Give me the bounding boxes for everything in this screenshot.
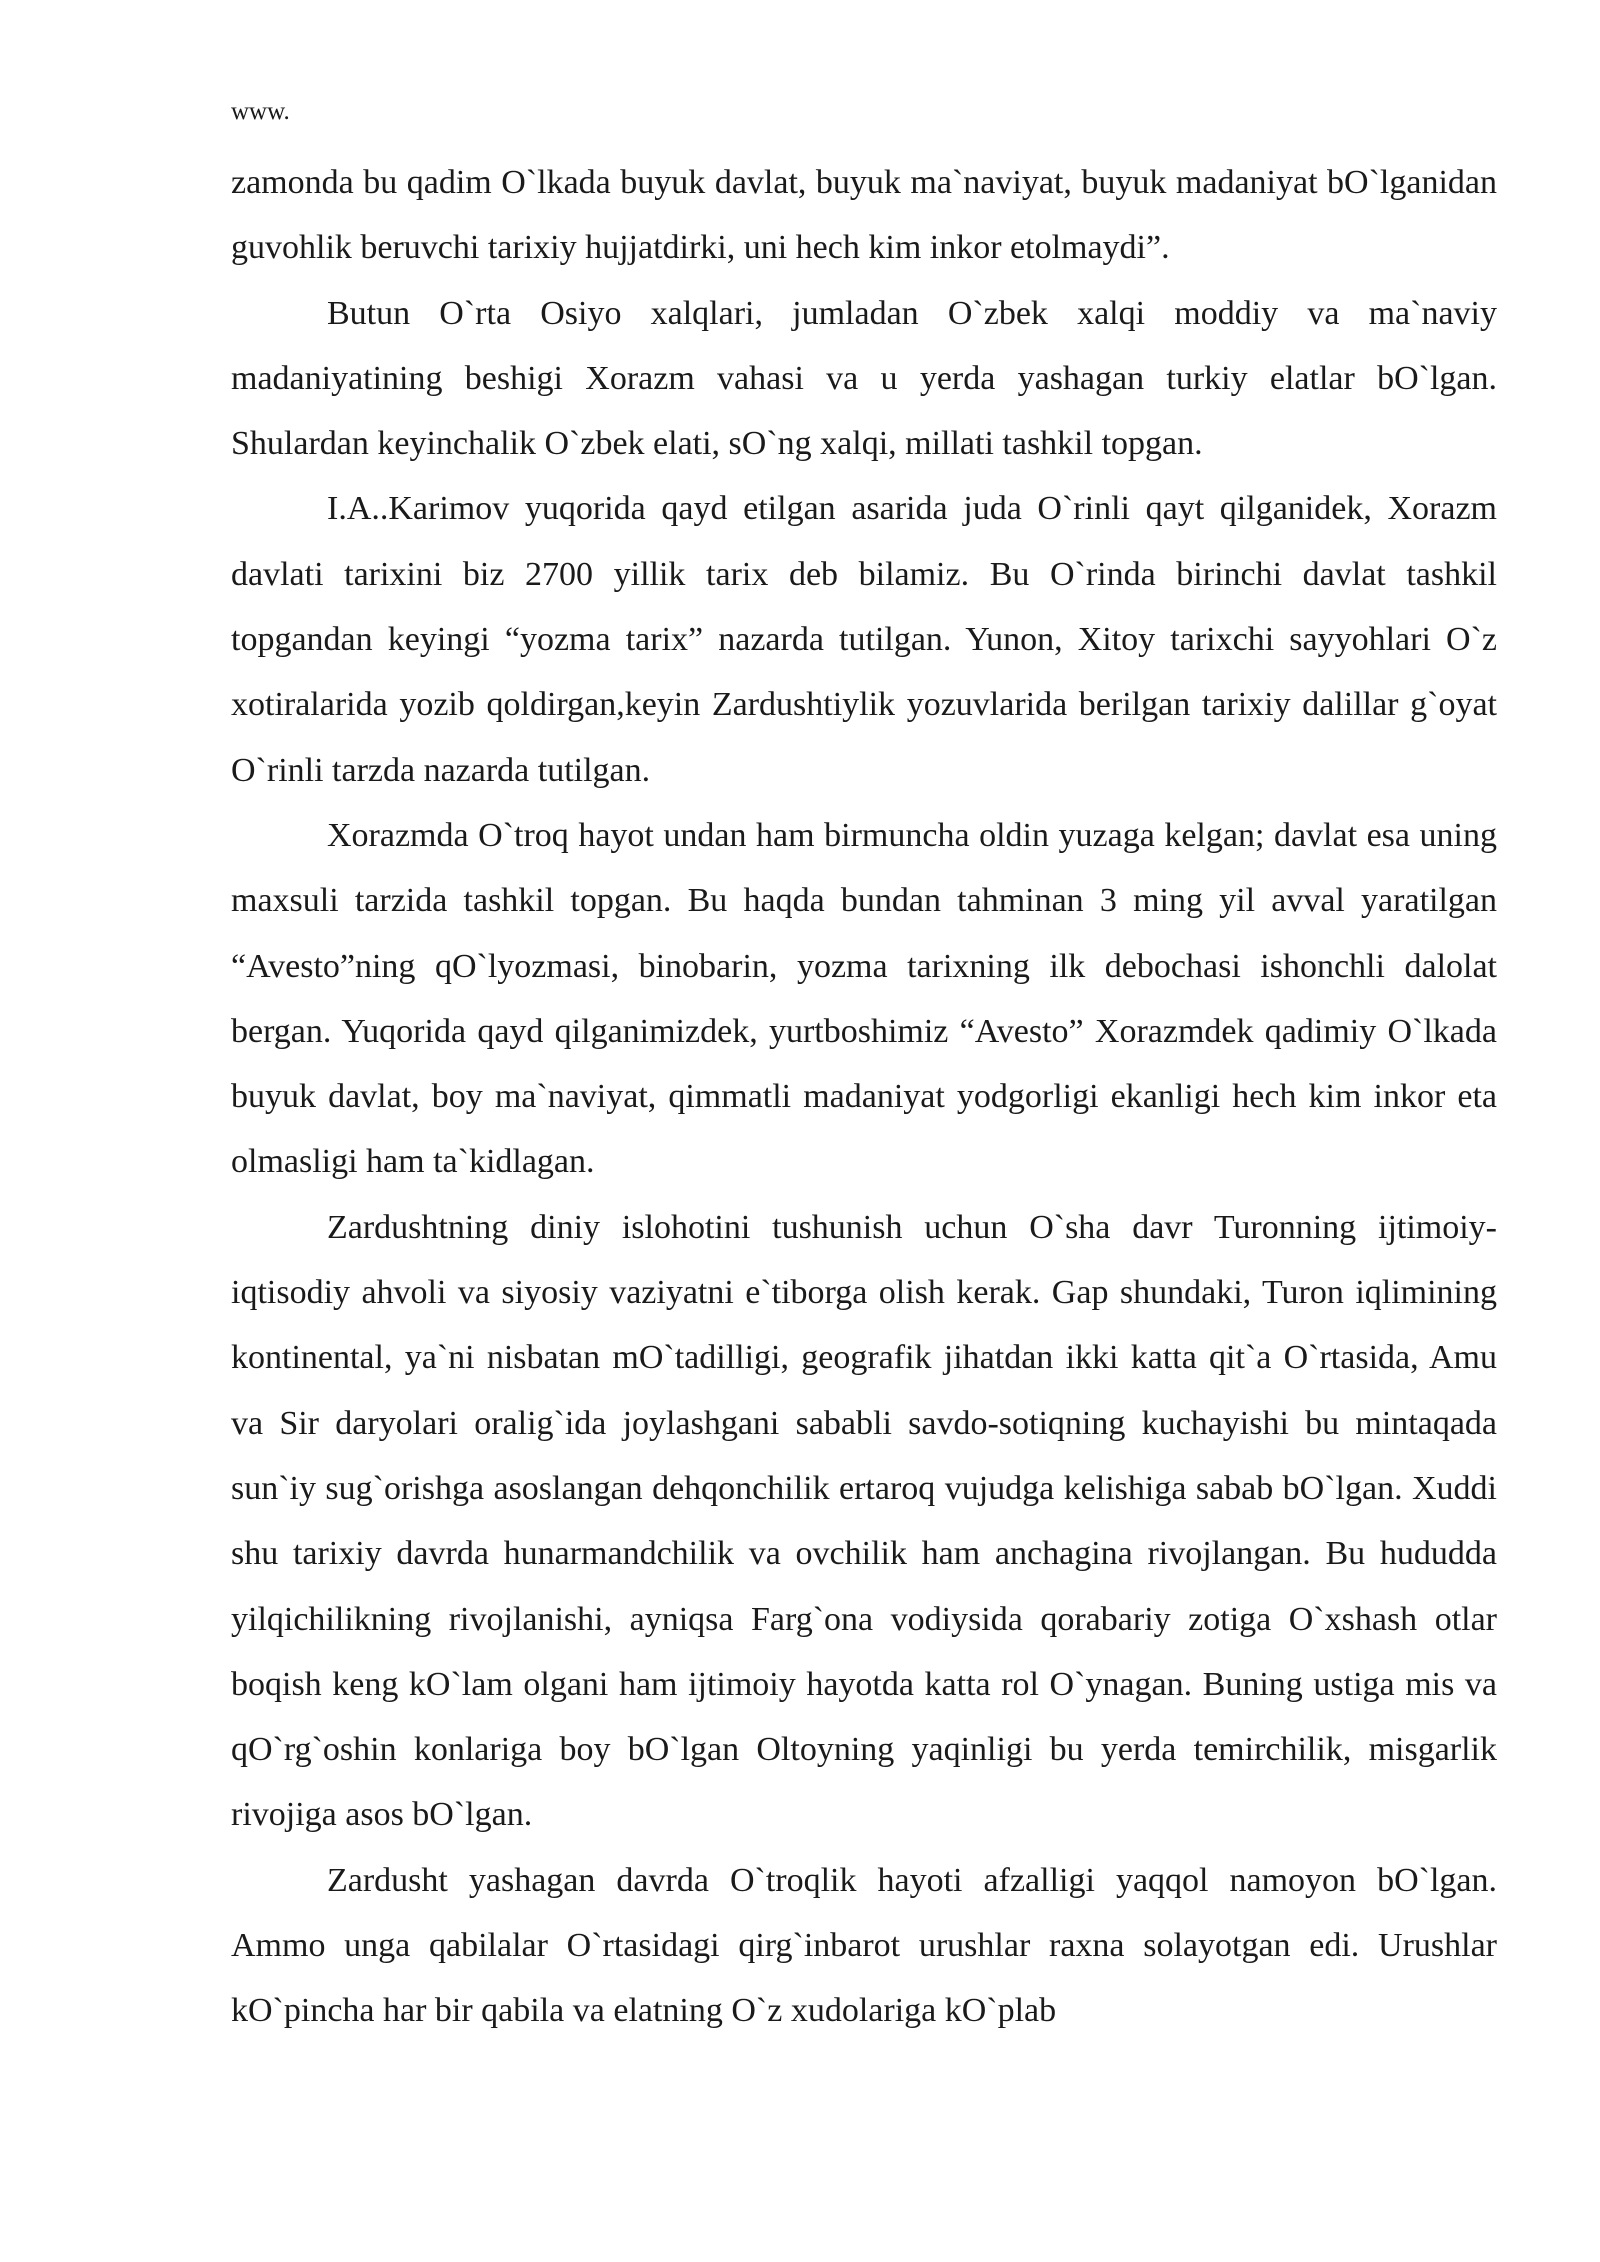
- paragraph: Xorazmda O`troq hayot undan ham birmuncha oldin yuzaga kelgan; davlat esa uning maxsuli tarzida tashkil topgan. Bu haqda bundan tahminan 3 ming yil avval yaratilgan “Avesto”ning qO`lyozmasi, binobarin, yozma tarixning ilk debochasi ishonchli dalolat bergan. Yuqorida qayd qilganimizdek, yurtboshimiz “Avesto” Xorazmdek qadimiy O`lkada buyuk davlat, boy ma`naviyat, qimmatli madaniyat yodgorligi ekanligi hech kim inkor eta olmasligi ham ta`kidlagan.: [231, 816, 1497, 1181]
- paragraph: zamonda bu qadim O`lkada buyuk davlat, buyuk ma`naviyat, buyuk madaniyat bO`lganidan guvohlik beruvchi tarixiy hujjatdirki, uni hech kim inkor etolmaydi”.: [231, 164, 1497, 267]
- paragraph: I.A..Karimov yuqorida qayd etilgan asarida juda O`rinli qayt qilganidek, Xorazm davlati tarixini biz 2700 yillik tarix deb bilamiz. Bu O`rinda birinchi davlat tashkil topgandan keyingi “yozma tarix” nazarda tutilgan. Yunon, Xitoy tarixchi sayyohlari O`z xotiralarida yozib qoldirgan,keyin Zardushtiylik yozuvlarida berilgan tarixiy dalillar g`oyat O`rinli tarzda nazarda tutilgan.: [231, 490, 1497, 789]
- paragraph: Zardusht yashagan davrda O`troqlik hayoti afzalligi yaqqol namoyon bO`lgan. Ammo unga qabilalar O`rtasidagi qirg`inbarot urushlar raxna solayotgan edi. Urushlar kO`pincha har bir qabila va elatning O`z xudolariga kO`plab: [231, 1861, 1497, 2030]
- paragraph: Butun O`rta Osiyo xalqlari, jumladan O`zbek xalqi moddiy va ma`naviy madaniyatining beshigi Xorazm vahasi va u yerda yashagan turkiy elatlar bO`lgan. Shulardan keyinchalik O`zbek elati, sO`ng xalqi, millati tashkil topgan.: [231, 294, 1497, 463]
- document-body: [231, 150, 1497, 2044]
- page-header: www.: [231, 98, 290, 125]
- paragraph: Zardushtning diniy islohotini tushunish uchun O`sha davr Turonning ijtimoiy-iqtisodiy ahvoli va siyosiy vaziyatni e`tiborga olish kerak. Gap shundaki, Turon iqlimining kontinental, ya`ni nisbatan mO`tadilligi, geografik jihatdan ikki katta qit`a O`rtasida, Amu va Sir daryolari oralig`ida joylashgani sababli savdo-sotiqning kuchayishi bu mintaqada sun`iy sug`orishga asoslangan dehqonchilik ertaroq vujudga kelishiga sabab bO`lgan. Xuddi shu tarixiy davrda hunarmandchilik va ovchilik ham anchagina rivojlangan. Bu hududda yilqichilikning rivojlanishi, ayniqsa Farg`ona vodiysida qorabariy zotiga O`xshash otlar boqish keng kO`lam olgani ham ijtimoiy hayotda katta rol O`ynagan. Buning ustiga mis va qO`rg`oshin konlariga boy bO`lgan Oltoyning yaqinligi bu yerda temirchilik, misgarlik rivojiga asos bO`lgan.: [231, 1208, 1497, 1834]
